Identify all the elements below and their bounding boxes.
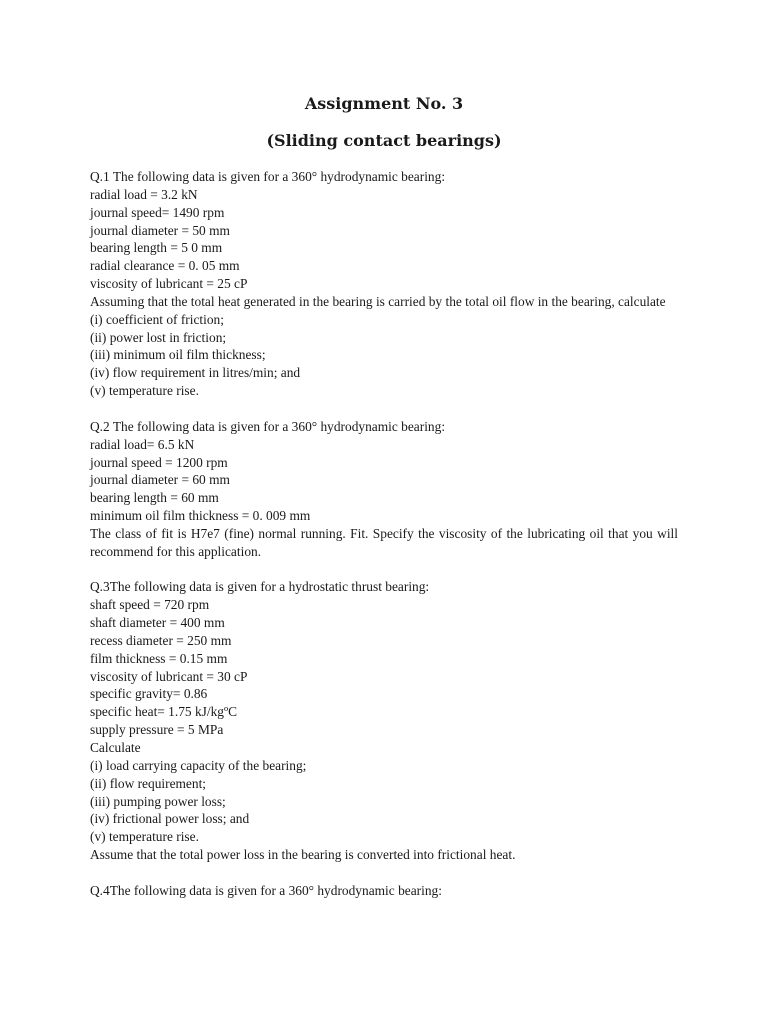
question-1-task: (iv) flow requirement in litres/min; and: [90, 365, 301, 381]
question-2-data-line: minimum oil film thickness = 0. 009 mm: [90, 508, 311, 524]
question-1-task: (v) temperature rise.: [90, 383, 199, 399]
question-3-task: (iv) frictional power loss; and: [90, 811, 250, 827]
question-3-task: (v) temperature rise.: [90, 829, 199, 845]
question-1-intro: Q.1 The following data is given for a 360° hydrodynamic bearing:: [90, 169, 446, 184]
question-1-data-line: journal diameter = 50 mm: [90, 222, 230, 238]
question-4: [90, 882, 678, 900]
question-1-data-line: viscosity of lubricant = 25 cP: [90, 276, 248, 292]
question-1-task: (i) coefficient of friction;: [90, 311, 224, 327]
assignment-title: Assignment No. 3: [304, 94, 464, 113]
document-body: [90, 168, 678, 917]
assignment-subtitle: (Sliding contact bearings): [266, 131, 502, 150]
question-3-calculate-label: Calculate: [90, 740, 141, 755]
question-2-data-line: bearing length = 60 mm: [90, 490, 219, 506]
question-1-data-line: radial clearance = 0. 05 mm: [90, 258, 240, 274]
question-3-task: (iii) pumping power loss;: [90, 793, 226, 809]
question-4-intro: Q.4The following data is given for a 360° hydrodynamic bearing:: [90, 882, 442, 898]
question-2-instruction: The class of fit is H7e7 (fine) normal running. Fit. Specify the viscosity of the lubricating oil that you will recommend for this application.: [90, 525, 678, 559]
question-3-data-line: recess diameter = 250 mm: [90, 632, 232, 648]
question-2: [90, 418, 678, 561]
question-3-data-line: supply pressure = 5 MPa: [90, 722, 224, 738]
question-2-data-line: journal speed = 1200 rpm: [90, 454, 228, 470]
question-3-task: (ii) flow requirement;: [90, 775, 207, 791]
question-2-data-line: journal diameter = 60 mm: [90, 472, 230, 488]
question-3-data-line: viscosity of lubricant = 30 cP: [90, 668, 248, 684]
question-1-task: (ii) power lost in friction;: [90, 329, 227, 345]
question-1-data-line: journal speed= 1490 rpm: [90, 204, 225, 220]
question-1-task: (iii) minimum oil film thickness;: [90, 347, 266, 363]
question-3-data-line: specific gravity= 0.86: [90, 686, 208, 702]
question-3-intro: Q.3The following data is given for a hydrostatic thrust bearing:: [90, 579, 430, 595]
question-3-data-line: specific heat= 1.75 kJ/kgºC: [90, 704, 238, 720]
question-3-data-line: shaft diameter = 400 mm: [90, 615, 225, 631]
question-1: [90, 168, 678, 400]
question-3-task: (i) load carrying capacity of the bearing;: [90, 757, 307, 773]
question-3-data-line: film thickness = 0.15 mm: [90, 650, 228, 666]
question-3: [90, 578, 678, 864]
question-3-assumption: Assume that the total power loss in the bearing is converted into frictional heat.: [90, 847, 516, 863]
question-2-intro: Q.2 The following data is given for a 360° hydrodynamic bearing:: [90, 418, 446, 434]
question-1-data-line: bearing length = 5 0 mm: [90, 240, 223, 256]
question-2-data-line: radial load= 6.5 kN: [90, 436, 195, 452]
question-1-data-line: radial load = 3.2 kN: [90, 186, 198, 202]
question-1-instruction: Assuming that the total heat generated in the bearing is carried by the total oil flow in the bearing, calculate: [90, 293, 666, 309]
question-3-data-line: shaft speed = 720 rpm: [90, 597, 210, 613]
